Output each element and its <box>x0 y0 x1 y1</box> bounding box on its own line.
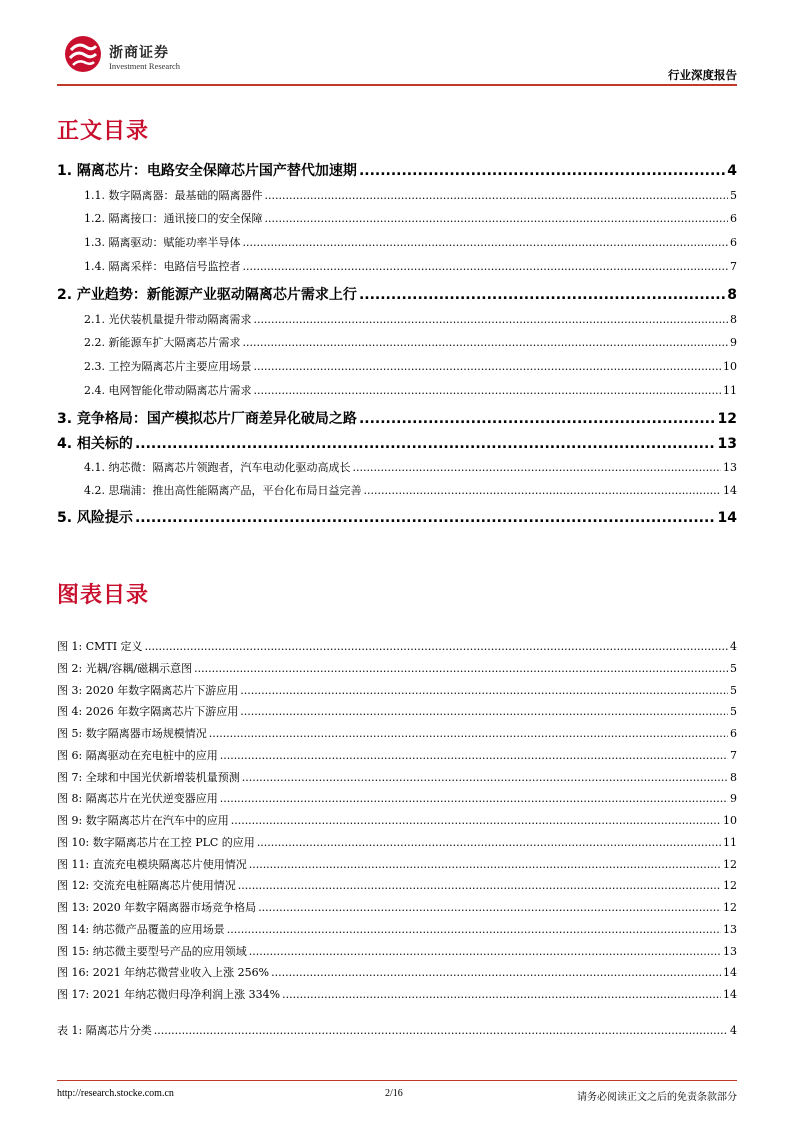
figure-entry-page: 9 <box>730 792 737 806</box>
figure-entry-page: 8 <box>730 770 737 784</box>
toc-entry-page: 4 <box>727 163 737 179</box>
logo-icon <box>62 34 104 74</box>
toc-entry[interactable] <box>57 433 737 453</box>
dot-leader <box>254 313 729 326</box>
dot-leader <box>359 411 716 427</box>
toc-entry-label: 2. 产业趋势：新能源产业驱动隔离芯片需求上行 <box>57 287 357 303</box>
toc-title: 正文目录 <box>57 119 150 144</box>
toc-entry-label: 1. 隔离芯片：电路安全保障芯片国产替代加速期 <box>57 163 357 179</box>
toc-entry[interactable] <box>57 187 737 203</box>
toc-entry-page: 14 <box>723 484 737 497</box>
toc-entry-label: 1.4. 隔离采样：电路信号监控者 <box>84 260 241 273</box>
toc-entry[interactable] <box>57 258 737 274</box>
dot-leader <box>249 858 721 871</box>
figure-entry-label: 图 3: 2020 年数字隔离芯片下游应用 <box>57 683 239 697</box>
toc-entry-page: 12 <box>717 411 737 427</box>
toc-entry-page: 6 <box>730 236 737 249</box>
toc-entry[interactable] <box>57 482 737 498</box>
dot-leader <box>265 189 729 202</box>
toc-entry-page: 5 <box>730 189 737 202</box>
toc-entry-label: 1.2. 隔离接口：通讯接口的安全保障 <box>84 212 263 225</box>
report-type: 行业深度报告 <box>668 68 737 82</box>
dot-leader <box>265 212 729 225</box>
figure-entry[interactable] <box>57 812 737 828</box>
table-entry[interactable] <box>57 1022 737 1038</box>
toc-entry-page: 10 <box>723 360 737 373</box>
dot-leader <box>359 287 725 303</box>
figure-entry-page: 12 <box>723 857 737 871</box>
toc-entry[interactable] <box>57 210 737 226</box>
header-divider <box>57 84 737 86</box>
figure-entry[interactable] <box>57 682 737 698</box>
figure-entry[interactable] <box>57 638 737 654</box>
toc-entry-page: 6 <box>730 212 737 225</box>
toc-entry-page: 7 <box>730 260 737 273</box>
figure-entry-page: 5 <box>730 661 737 675</box>
footer-url[interactable]: http://research.stocke.com.cn <box>57 1088 174 1099</box>
dot-leader <box>243 236 729 249</box>
figure-entry[interactable] <box>57 769 737 785</box>
dot-leader <box>231 814 721 827</box>
dot-leader <box>254 384 722 397</box>
toc-entry-page: 13 <box>723 461 737 474</box>
figure-entry[interactable] <box>57 747 737 763</box>
footer-divider <box>57 1080 737 1081</box>
figure-entry-label: 图 14: 纳芯微产品覆盖的应用场景 <box>57 922 225 936</box>
figure-entry-label: 图 4: 2026 年数字隔离芯片下游应用 <box>57 705 239 719</box>
figure-entry-label: 图 1: CMTI 定义 <box>57 640 143 653</box>
figure-entry-label: 图 17: 2021 年纳芯微归母净利润上涨 334% <box>57 988 281 1001</box>
dot-leader <box>249 945 721 958</box>
figure-entry-page: 5 <box>730 683 737 697</box>
figure-entry-page: 10 <box>723 814 737 827</box>
dot-leader <box>135 510 716 526</box>
dot-leader <box>258 901 721 914</box>
figure-entry-page: 11 <box>723 835 737 849</box>
toc-entry[interactable] <box>57 382 737 398</box>
figure-entry-label: 图 12: 交流充电桩隔离芯片使用情况 <box>57 879 236 893</box>
page-number: 2/16 <box>385 1088 403 1099</box>
figure-entry[interactable] <box>57 921 737 937</box>
toc-entry-label: 4.1. 纳芯微：隔离芯片领跑者，汽车电动化驱动高成长 <box>84 461 351 474</box>
brand-name: 浙商证券 <box>109 45 169 61</box>
figure-entry-page: 12 <box>723 879 737 893</box>
dot-leader <box>135 436 716 452</box>
dot-leader <box>154 1024 728 1037</box>
figure-entry-label: 图 5: 数字隔离器市场规模情况 <box>57 727 207 740</box>
toc-entry-page: 14 <box>717 510 737 526</box>
figure-entry-label: 图 7: 全球和中国光伏新增装机量预测 <box>57 770 240 784</box>
dot-leader <box>282 988 721 1001</box>
toc-entry[interactable] <box>57 507 737 527</box>
toc-entry-page: 8 <box>727 287 737 303</box>
dot-leader <box>243 260 729 273</box>
toc-entry-label: 4.2. 思瑞浦：推出高性能隔离产品，平台化布局日益完善 <box>84 484 362 497</box>
dot-leader <box>257 836 721 849</box>
toc-entry-label: 4. 相关标的 <box>57 436 133 452</box>
toc-entry[interactable] <box>57 334 737 350</box>
figure-entry[interactable] <box>57 725 737 741</box>
brand-tagline: Investment Research <box>109 61 181 71</box>
dot-leader <box>364 484 722 497</box>
figure-entry[interactable] <box>57 943 737 959</box>
figure-entry-label: 图 13: 2020 年数字隔离器市场竞争格局 <box>57 901 257 914</box>
dot-leader <box>220 749 728 762</box>
figure-entry[interactable] <box>57 986 737 1002</box>
figure-entry-label: 图 8: 隔离芯片在光伏逆变器应用 <box>57 792 218 806</box>
dot-leader <box>271 966 721 979</box>
figure-entry-label: 图 2: 光耦/容耦/磁耦示意图 <box>57 661 193 675</box>
figure-entry-label: 图 16: 2021 年纳芯微营业收入上涨 256% <box>57 966 270 980</box>
dot-leader <box>240 684 728 697</box>
figure-entry[interactable] <box>57 703 737 719</box>
figure-entry-page: 4 <box>730 640 737 653</box>
figure-entry-label: 图 9: 数字隔离芯片在汽车中的应用 <box>57 814 229 827</box>
figure-entry-page: 13 <box>723 922 737 936</box>
toc-entry[interactable] <box>57 234 737 250</box>
dot-leader <box>220 792 728 805</box>
figure-entry-label: 图 15: 纳芯微主要型号产品的应用领域 <box>57 944 247 958</box>
page-header <box>0 0 793 90</box>
dot-leader <box>243 336 729 349</box>
toc-entry[interactable] <box>57 408 737 428</box>
dot-leader <box>242 771 728 784</box>
toc-entry[interactable] <box>57 358 737 374</box>
disclaimer-note: 请务必阅读正文之后的免责条款部分 <box>577 1092 737 1103</box>
toc-entry-label: 1.1. 数字隔离器：最基础的隔离器件 <box>84 189 263 202</box>
figure-entry-page: 7 <box>730 748 737 762</box>
figure-entry-label: 图 10: 数字隔离芯片在工控 PLC 的应用 <box>57 835 255 849</box>
toc-entry-label: 2.3. 工控为隔离芯片主要应用场景 <box>84 360 252 373</box>
toc-entry-label: 2.1. 光伏装机量提升带动隔离需求 <box>84 313 252 326</box>
figure-entry-page: 5 <box>730 705 737 719</box>
figure-entry[interactable] <box>57 660 737 676</box>
toc-entry[interactable] <box>57 284 737 304</box>
toc-entry[interactable] <box>57 160 737 180</box>
toc-entry-page: 11 <box>723 384 737 397</box>
toc-entry[interactable] <box>57 459 737 475</box>
table-entry-label: 表 1: 隔离芯片分类 <box>57 1024 152 1037</box>
dot-leader <box>194 662 728 675</box>
dot-leader <box>227 923 721 936</box>
figure-entry-page: 14 <box>723 988 737 1001</box>
figure-entry-page: 6 <box>730 727 737 740</box>
figure-entry-page: 13 <box>723 944 737 958</box>
figures-title: 图表目录 <box>57 583 150 608</box>
dot-leader <box>353 461 722 474</box>
figure-entry-page: 12 <box>723 901 737 914</box>
figure-entry[interactable] <box>57 834 737 850</box>
figure-entry[interactable] <box>57 856 737 872</box>
dot-leader <box>209 727 728 740</box>
dot-leader <box>359 163 725 179</box>
figure-entry-label: 图 6: 隔离驱动在充电桩中的应用 <box>57 748 218 762</box>
figure-entry-label: 图 11: 直流充电模块隔离芯片使用情况 <box>57 857 247 871</box>
table-entry-page: 4 <box>730 1024 737 1037</box>
toc-entry-page: 9 <box>730 336 737 349</box>
dot-leader <box>254 360 722 373</box>
dot-leader <box>145 640 728 653</box>
figure-entry[interactable] <box>57 899 737 915</box>
figure-entry-page: 14 <box>723 966 737 980</box>
toc-entry-label: 1.3. 隔离驱动：赋能功率半导体 <box>84 236 241 249</box>
toc-entry-label: 2.2. 新能源车扩大隔离芯片需求 <box>84 336 241 349</box>
toc-entry[interactable] <box>57 311 737 327</box>
toc-entry-label: 3. 竞争格局：国产模拟芯片厂商差异化破局之路 <box>57 411 357 427</box>
toc-entry-label: 5. 风险提示 <box>57 510 133 526</box>
toc-entry-page: 13 <box>717 436 737 452</box>
figure-entry[interactable] <box>57 877 737 893</box>
toc-entry-page: 8 <box>730 313 737 326</box>
dot-leader <box>238 879 721 892</box>
dot-leader <box>240 705 728 718</box>
figure-entry[interactable] <box>57 790 737 806</box>
toc-entry-label: 2.4. 电网智能化带动隔离芯片需求 <box>84 384 252 397</box>
figure-entry[interactable] <box>57 964 737 980</box>
